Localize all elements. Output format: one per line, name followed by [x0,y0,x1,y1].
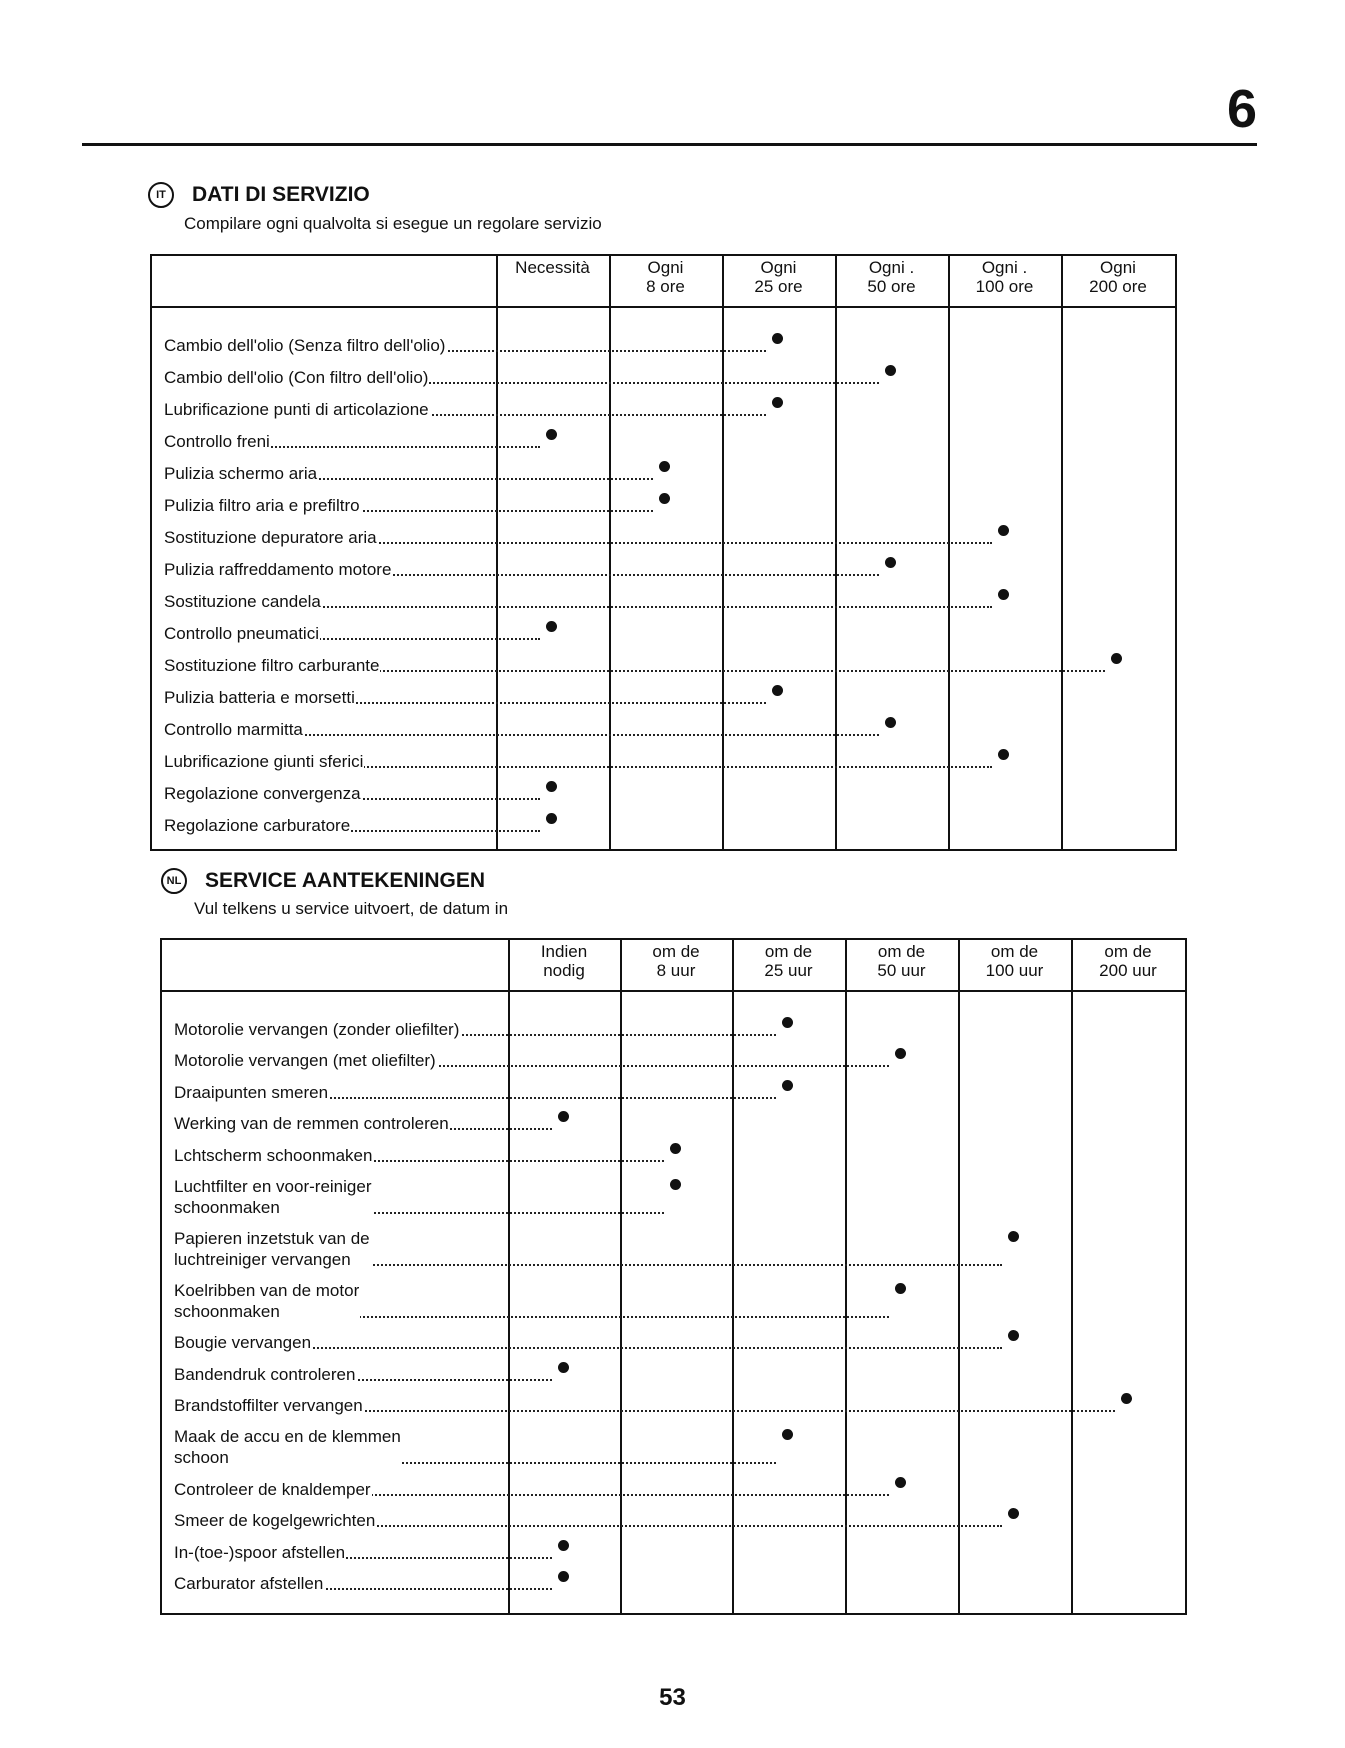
task-label [164,431,271,452]
service-table [150,254,1177,851]
column-header [1071,942,1185,980]
section-title: DATI DI SERVIZIO [192,183,370,206]
table-row [162,1270,1185,1322]
interval-bullet [782,1429,793,1440]
task-label-line1: In-(toe-)spoor afstellen [174,1542,346,1562]
task-label-line1: Lchtscherm schoonmaken [174,1145,373,1165]
interval-bullet [1111,653,1122,664]
table-row [152,708,1175,740]
task-label [164,815,351,836]
section-title: SERVICE AANTEKENINGEN [205,869,486,892]
column-header [620,942,732,980]
table-row [152,388,1175,420]
task-label [164,367,429,388]
task-label-line1: Papieren inzetstuk van de [174,1228,370,1248]
interval-bullet [558,1362,569,1373]
column-header [609,258,722,296]
task-label [164,527,378,548]
task-label-line1: Pulizia raffreddamento motore [164,560,392,579]
table-row [162,1500,1185,1532]
task-label-line1: Koelribben van de motor [174,1280,360,1300]
interval-bullet [998,525,1009,536]
task-label-line1: Sostituzione depuratore aria [164,528,377,547]
column-header-line2: 8 uur [656,961,696,980]
task-label [174,1510,376,1531]
table-row [152,420,1175,452]
task-label-line1: Lubrificazione punti di articolazione [164,400,429,419]
column-header-line1: Ogni . [868,258,915,277]
table-row [162,1040,1185,1072]
interval-bullet [558,1540,569,1551]
service-table [160,938,1187,1615]
table-row [162,1218,1185,1270]
column-header-line1: Necessità [515,258,590,277]
task-label-line1: Cambio dell'olio (Con filtro dell'olio) [164,368,429,387]
task-label-line1: Maak de accu en de klemmen [174,1427,401,1446]
interval-bullet [670,1179,681,1190]
column-header-line2: 50 ore [867,277,916,296]
column-header [948,258,1061,296]
task-label [174,1542,346,1563]
task-label-line1: Lubrificazione giunti sferici [164,752,364,771]
task-label [164,655,380,676]
interval-bullet [885,365,896,376]
table-row [152,452,1175,484]
page-number: 53 [659,1684,686,1711]
column-header [508,942,620,980]
table-row [162,1385,1185,1417]
task-label-line1: Sostituzione candela [164,592,321,611]
table-row [152,740,1175,772]
interval-bullet [546,429,557,440]
interval-bullet [885,717,896,728]
header-divider [162,990,1185,992]
column-header [496,258,609,277]
column-header-line2: 25 uur [764,961,813,980]
task-label [164,783,362,804]
task-label-line2: schoonmaken [174,1197,280,1217]
task-label-line1: Werking van de remmen controleren [174,1114,449,1133]
task-label [164,463,318,484]
task-label [174,1176,372,1218]
interval-bullet [772,397,783,408]
table-row [152,772,1175,804]
interval-bullet [659,493,670,504]
column-header-line1: Ogni [760,258,797,277]
column-header [835,258,948,296]
task-label-line1: Brandstoffilter vervangen [174,1396,363,1415]
section-subtitle: Compilare ogni qualvolta si esegue un regolare servizio [184,214,602,233]
interval-bullet [895,1283,906,1294]
task-label-line1: Pulizia filtro aria e prefiltro [164,496,360,515]
task-label-line1: Controllo pneumatici [164,624,319,643]
task-label-line1: Luchtfilter en voor-reiniger [174,1176,372,1196]
column-header [845,942,958,980]
table-row [152,356,1175,388]
interval-bullet [998,749,1009,760]
interval-bullet [772,685,783,696]
task-label [164,751,364,772]
task-label-line1: Pulizia batteria e morsetti [164,688,355,707]
language-badge: NL [161,868,187,894]
interval-bullet [546,621,557,632]
task-label-line1: Motorolie vervangen (zonder oliefilter) [174,1019,460,1039]
table-row [162,1103,1185,1135]
interval-bullet [558,1111,569,1122]
task-label [174,1019,460,1040]
task-label-line1: Controllo marmitta [164,720,303,739]
language-badge: IT [148,182,174,208]
column-header-line1: Ogni [647,258,684,277]
task-label-line1: Controllo freni [164,432,270,451]
task-label-line1: Draaipunten smeren [174,1082,329,1102]
task-label [174,1479,372,1500]
task-label [164,591,322,612]
interval-bullet [1008,1231,1019,1242]
column-header [1061,258,1175,296]
task-label-line1: Bougie vervangen [174,1333,312,1352]
interval-bullet [998,589,1009,600]
task-label-line1: Controleer de knaldemper [174,1479,371,1499]
task-label-line2: schoonmaken [174,1301,280,1321]
table-row [152,484,1175,516]
task-label [164,687,356,708]
task-label [174,1573,324,1594]
task-label [164,495,361,516]
table-row [162,1468,1185,1500]
interval-bullet [670,1143,681,1154]
column-header-line2: 200 ore [1089,277,1147,296]
task-label [164,719,304,740]
task-label [174,1426,402,1468]
table-row [152,548,1175,580]
task-label [174,1113,450,1134]
column-header-line1: om de [990,942,1039,961]
column-header-line1: Ogni [1100,258,1136,277]
task-label-line1: Bandendruk controleren [174,1364,356,1384]
column-header-line1: om de [1104,942,1152,961]
table-row [162,1353,1185,1385]
interval-bullet [782,1017,793,1028]
task-label [174,1050,437,1071]
column-header-line2: 25 ore [754,277,803,296]
task-label [174,1228,371,1270]
column-header [722,258,835,296]
column-header-line2: 8 ore [646,277,685,296]
interval-bullet [1008,1508,1019,1519]
column-header [958,942,1071,980]
column-header-line1: om de [877,942,926,961]
interval-bullet [895,1048,906,1059]
task-label-line1: Carburator afstellen [174,1574,324,1593]
table-row [162,1322,1185,1354]
column-header-line1: Indien [540,942,588,961]
table-row [152,804,1175,836]
task-label [174,1280,360,1322]
task-label [164,335,446,356]
table-row [162,1134,1185,1166]
interval-bullet [546,813,557,824]
task-label [174,1145,373,1166]
interval-bullet [558,1571,569,1582]
interval-bullet [782,1080,793,1091]
task-label-line1: Regolazione convergenza [164,784,361,803]
task-label [174,1332,312,1353]
column-header-line1: om de [652,942,700,961]
interval-bullet [772,333,783,344]
task-label [164,559,392,580]
task-label-line1: Sostituzione filtro carburante [164,656,380,675]
table-row [162,1531,1185,1563]
table-row [162,1416,1185,1468]
table-row [152,580,1175,612]
table-row [162,1563,1185,1595]
interval-bullet [1121,1393,1132,1404]
task-label [174,1395,364,1416]
column-header-line2: 100 ore [975,277,1034,296]
table-row [162,1008,1185,1040]
task-label-line2: luchtreiniger vervangen [174,1249,351,1269]
task-label-line1: Smeer de kogelgewrichten [174,1511,376,1530]
column-header-line2: 100 uur [985,961,1044,980]
task-label-line1: Motorolie vervangen (met oliefilter) [174,1051,436,1070]
task-label-line1: Pulizia schermo aria [164,464,318,483]
header-rule [82,143,1257,146]
section-subtitle: Vul telkens u service uitvoert, de datum in [194,899,509,918]
task-label [174,1082,329,1103]
task-label-line2: schoon [174,1448,229,1467]
task-label [164,399,430,420]
table-row [162,1166,1185,1218]
section-heading [148,182,370,208]
interval-bullet [895,1477,906,1488]
chapter-number: 6 [1226,79,1257,139]
task-label [164,623,320,644]
header-divider [152,306,1175,308]
task-label-line1: Cambio dell'olio (Senza filtro dell'olio) [164,336,446,355]
column-header-line1: om de [764,942,813,961]
interval-bullet [885,557,896,568]
table-row [152,324,1175,356]
table-row [162,1071,1185,1103]
column-header-line2: nodig [543,961,585,980]
column-header-line2: 50 uur [877,961,926,980]
interval-bullet [659,461,670,472]
table-row [152,516,1175,548]
column-header-line1: Ogni . [981,258,1028,277]
interval-bullet [1008,1330,1019,1341]
table-row [152,676,1175,708]
column-header [732,942,845,980]
task-label-line1: Regolazione carburatore [164,816,351,835]
interval-bullet [546,781,557,792]
column-header-line2: 200 uur [1099,961,1157,980]
section-heading [161,868,485,894]
table-row [152,612,1175,644]
task-label [174,1364,356,1385]
table-row [152,644,1175,676]
